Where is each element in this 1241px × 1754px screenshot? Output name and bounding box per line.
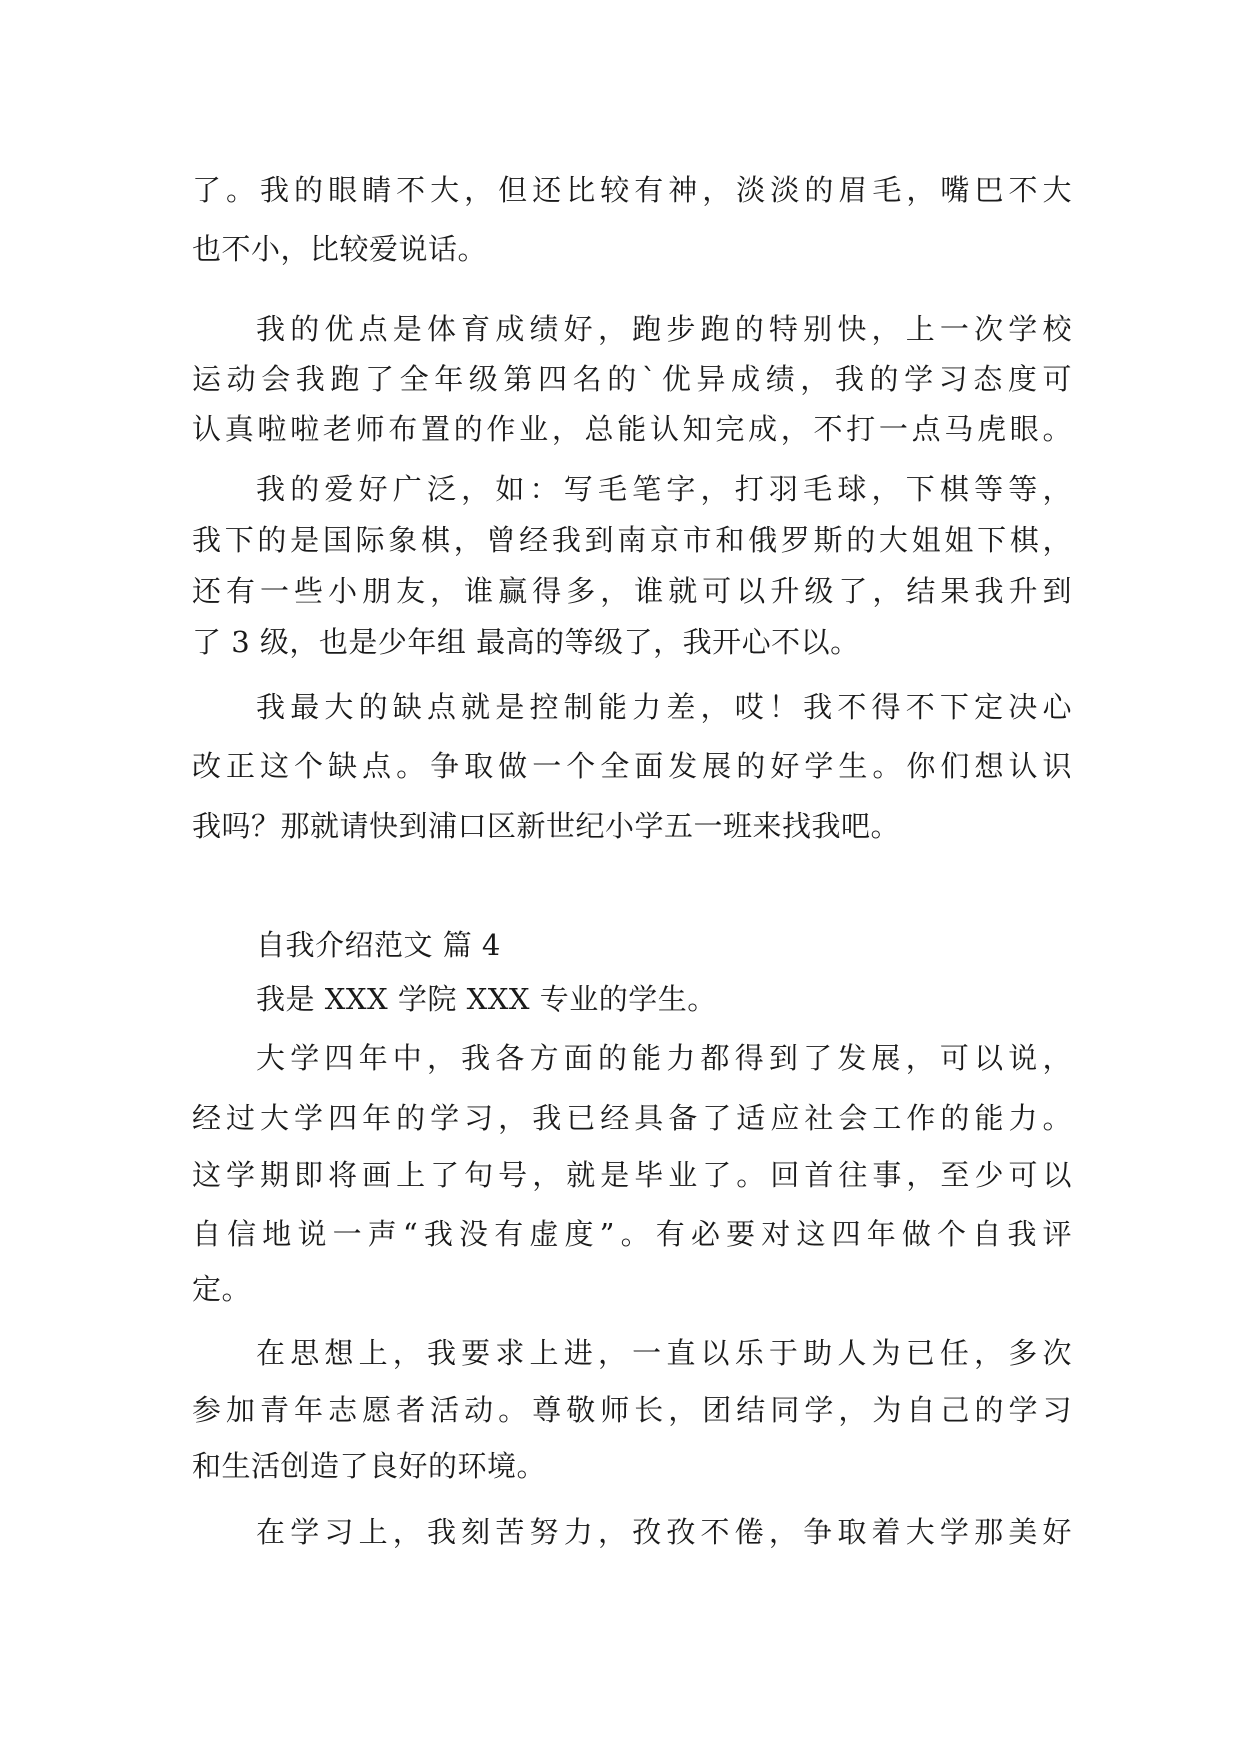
text-line: 运动会我跑了全年级第四名的`优异成绩，我的学习态度可 <box>192 362 1072 396</box>
text-line: 我下的是国际象棋，曾经我到南京市和俄罗斯的大姐姐下棋， <box>192 523 1072 557</box>
text-line: 我吗？那就请快到浦口区新世纪小学五一班来找我吧。 <box>192 809 901 843</box>
text-line: 改正这个缺点。争取做一个全面发展的好学生。你们想认识 <box>192 749 1072 783</box>
text-line: 经过大学四年的学习，我已经具备了适应社会工作的能力。 <box>192 1101 1072 1135</box>
paragraph-start-line: 大学四年中，我各方面的能力都得到了发展，可以说， <box>256 1041 1072 1075</box>
paragraph-start-line: 我最大的缺点就是控制能力差，哎！我不得不下定决心 <box>256 690 1072 724</box>
text-line: 和生活创造了良好的环境。 <box>192 1449 547 1483</box>
text-line: 参加青年志愿者活动。尊敬师长，团结同学，为自己的学习 <box>192 1393 1072 1427</box>
text-line: 定。 <box>192 1272 252 1306</box>
text-line: 了。我的眼睛不大，但还比较有神，淡淡的眉毛，嘴巴不大 <box>192 173 1072 207</box>
paragraph-start-line: 我的爱好广泛，如：写毛笔字，打羽毛球，下棋等等， <box>256 472 1072 506</box>
text-line: 也不小，比较爱说话。 <box>192 232 488 266</box>
text-line: 自信地说一声“我没有虚度”。有必要对这四年做个自我评 <box>192 1217 1072 1251</box>
paragraph-start-line: 我的优点是体育成绩好，跑步跑的特别快，上一次学校 <box>256 312 1072 346</box>
text-line: 我是 XXX 学院 XXX 专业的学生。 <box>256 982 717 1016</box>
text-line: 了 3 级，也是少年组 最高的等级了，我开心不以。 <box>192 625 860 659</box>
text-line: 这学期即将画上了句号，就是毕业了。回首往事，至少可以 <box>192 1158 1072 1192</box>
section-heading: 自我介绍范文 篇 4 <box>256 928 501 962</box>
paragraph-start-line: 在学习上，我刻苦努力，孜孜不倦，争取着大学那美好 <box>256 1515 1072 1549</box>
text-line: 认真啦啦老师布置的作业，总能认知完成，不打一点马虎眼。 <box>192 412 1072 446</box>
text-line: 还有一些小朋友，谁赢得多，谁就可以升级了，结果我升到 <box>192 574 1072 608</box>
paragraph-start-line: 在思想上，我要求上进，一直以乐于助人为已任，多次 <box>256 1336 1072 1370</box>
